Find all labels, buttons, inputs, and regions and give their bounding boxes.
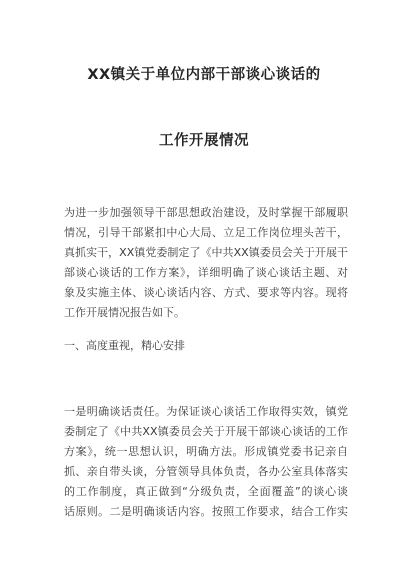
section-line: 一是明确谈话责任。为保证谈心谈话工作取得实效，镇党 (64, 405, 348, 418)
section-line: 话原则。二是明确谈话内容。按照工作要求，结合工作实 (64, 505, 348, 518)
intro-paragraph (64, 203, 348, 323)
document-title-line-1: XX镇关于单位内部干部谈心谈话的 (87, 67, 321, 83)
intro-line: 为进一步加强领导干部思想政治建设，及时掌握干部履职 (64, 206, 348, 219)
section-line: 抓、亲自带头谈，分管领导具体负责，各办公室具体落实 (64, 465, 348, 478)
section-paragraph (64, 402, 348, 522)
intro-line: 部谈心谈话的工作方案》，详细明确了谈心谈话主题、对 (64, 266, 348, 279)
intro-line: 工作开展情况报告如下。 (64, 306, 185, 319)
intro-line: 真抓实干，XX镇党委制定了《中共XX镇委员会关于开展干 (64, 246, 348, 259)
section-line: 的工作制度，真正做到“分级负责，全面覆盖”的谈心谈 (64, 485, 348, 498)
section-line: 委制定了《中共XX镇委员会关于开展干部谈心谈话的工作 (64, 425, 348, 438)
intro-line: 象及实施主体、谈心谈话内容、方式、要求等内容。现将 (64, 286, 348, 299)
section-heading: 一、高度重视，精心安排 (64, 339, 185, 352)
document-title-line-2: 工作开展情况 (159, 133, 249, 149)
section-line: 方案》，统一思想认识，明确方法。形成镇党委书记亲自 (64, 445, 348, 458)
intro-line: 情况，引导干部紧扣中心大局、立足工作岗位埋头苦干， (64, 226, 348, 239)
